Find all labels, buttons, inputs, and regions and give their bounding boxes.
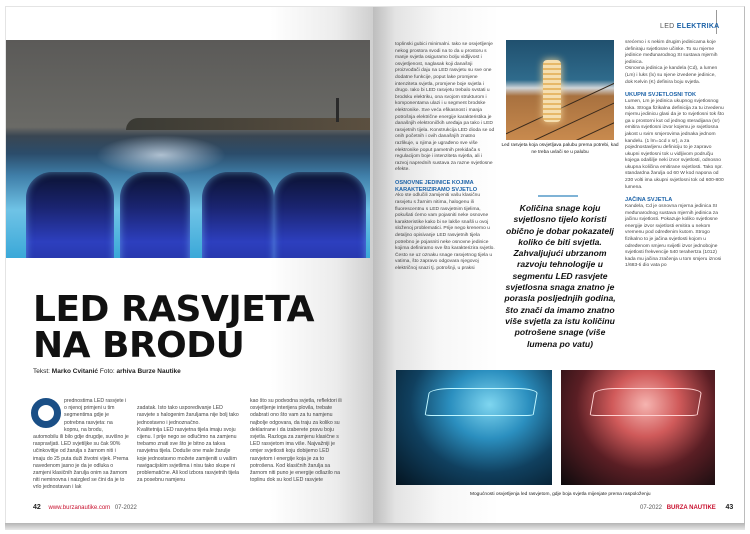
byline-photo-label: Foto: (99, 368, 115, 375)
right-column-3-body3: Kandela, Cd je osnovna mjerna jedinica SI međunarodnog sustava mjernih jedinica za jačinu svjetlosti. Pokazuje koliko svjetlosne energije izvor svjetlosti emitira u nekom vremenu pod određenim kutom. Strogo fizikalno to je jačina svjetlosti kojom u određenom smjeru svijetli izvor jednobojne svjetlosti frekvencije 540 terahertza (1012) kada mu jačina zračenja u tom smjeru iznosi 1/683-ti dio vata po (625, 204, 722, 269)
left-column-1 (33, 398, 129, 492)
photo-caption-deck: Led rasvjeta koja osvjetljava palubu prema potrebi, kad ne treba uvlači se u palubu (501, 143, 619, 155)
subhead-ukupni-svjetlosni-tok: UKUPNI SVJETLOSNI TOK (625, 92, 697, 99)
page-number-left: 42 (33, 504, 41, 511)
subhead-osnovne-jedinice: OSNOVNE JEDINICE KOJIMA KARAKTERIZIRAMO SVJETLO (395, 179, 478, 193)
byline-photo-credit: arhiva Burze Nautike (116, 368, 181, 375)
byline-author: Marko Cvitanić (51, 368, 99, 375)
photo-cockpit-red-lighting (561, 370, 715, 485)
photo-engine (202, 172, 274, 258)
pull-quote: Količina snage koju svjetlosno tijelo koristi obično je dobar pokazatelj koliko će biti svjetla. Zahvaljujući ubrzanom razvoju tehnologije u segmentu LED rasvjete svjetlosna snaga znatno je porasla posljednjih godina, što znači da imamo znatno više svjetla za istu količinu potrošene snage (više lumena po vatu) (504, 203, 616, 349)
left-column-3 (250, 398, 348, 484)
photo-led-column (543, 60, 561, 122)
footer-magazine-name: BURZA NAUTIKE (666, 505, 716, 511)
photo-engine (274, 172, 366, 258)
page-shadow (5, 523, 745, 530)
byline-text-label: Tekst: (33, 368, 50, 375)
right-footer (640, 504, 733, 511)
left-column-2-text: zadatak. Isto tako usporedivanje LED rasvjete s halogenim žaruljama nije bolj tako jednostavno i jednoznačno. Kvalitetnija LED rasvjetna tijela imaju svoju cijenu. I prije nego se odlučimo na zamjenu trebamo znati sve što je bitno za takva rasvjetna tijela. Dodušе one male žarulje koje jednostavno možete zamijeniti u vašim navigacijskim svjetlima i nisu tako skupe ni problematične. Ali kod izbora rasvjetnih tijela za posebnu namjenu (137, 405, 240, 484)
pull-quote-rule (538, 195, 578, 197)
article-title-line2: NA BRODU (33, 325, 245, 366)
section-tag-name: ELEKTRIKA (676, 23, 720, 30)
footer-date-right: 07-2022 (640, 505, 663, 511)
dropcap-o (31, 398, 61, 428)
left-column-2 (137, 398, 241, 484)
right-column-3-intro: srećemo i s nekim drugim jedinicama koje definiraju svjetlosne učinke. To su mjerne jedinice međunarodnog SI sustava mjernih jedinica. Osnovna jedinica je kandela (Cd), a lumen (Lm) i luks (lx) su njene izvedene jedinice, dok Kelvin (K) definira boju svjetla. (625, 40, 718, 85)
photo-shoreline (126, 118, 370, 130)
photo-engine (120, 172, 190, 258)
right-column-1 (395, 42, 495, 273)
photo-deck-led-light (506, 40, 614, 140)
footer-date-left: 07-2022 (114, 505, 137, 511)
subhead-jacina-svjetla: JAČINA SVJETLA (625, 197, 673, 204)
article-title (33, 289, 314, 366)
photo-water-glare (96, 135, 226, 175)
left-column-3-text: kao što su podvodna svjetla, reflektori ili osvjetljenje interijera plovila, trebate odabrati ono što vam za tu namjenu najbolje odgovara, da traju za koliko su deklarirane i da izaberete pravu boju svjetla. Razloga za zamjenu klasične s LED rasvjetom ima više. Najvažniji je omjer svjetlosti koju dobijemo LED rasvjetom i energije koja je za to potrošena. Kod klasičnih žarulja sa žarnom niti puno je energije odlazilo na toplinu dok su kod LED rasvjete (250, 398, 342, 484)
photo-led-strip (425, 388, 539, 416)
hero-photo-outboard-engines (6, 40, 370, 258)
photo-engine (26, 172, 114, 258)
photo-led-strip (589, 388, 702, 416)
article-title-line1: LED RASVJETA (33, 289, 314, 330)
byline (33, 368, 181, 375)
left-column-1-text: prednostima LED rasvjete i o njenoj primjeni u tim segmentima gdje je potrebna rasvjeta: na kopnu, na brodu, automobilu ili bilo gdje drugdje, suvišno je raspravljati. LED svjetiljke su čak 90% učinkovitije od žarulja s žarnom niti i imaju do 25 puta duži životni vijek. Prema navedenom jasno je da je odluka o zamjeni klasičnih žarulja onim sa žarnom niti neminovna i naizgled se čini da je to vrlo jednostavan i lak (33, 398, 129, 491)
right-column-1-intro: toplinski gubici minimalni. Iako se osvjetljenje nekog prostora svodi na to da u prostoru s manje svjetla osiguramo bolju vidljivost i osvjetljenost, naglasak koji današnji proizvođači daju na LED rasvjetu su sve one dodatne funkcije, poput lake promjene intenziteta svjetla, promjene boje svjetla i drugo. Iako bi LED rasvjetu trebalo svstati u brodsku elektriku, ona svojom strukturom i komponentama ulazi i u segment brodske elektronike. Sve veća efikasnost i manja potrošnja električne energije karakteristika je današnjih elektroničkih uređaja pa tako i LED rasvjetnih tijela. Konstrukcija LED dioda se od onih početnih i ovih današnjih znatno razlikuje, u njima je ugrađeno sve više elektronike poput pametnih prekidača s regulacijom boje i intenziteta svjetla, ali i razvoj naprednih sustava za razne svjetlosne efekte. (395, 42, 495, 173)
right-column-3 (625, 40, 725, 270)
left-footer (33, 504, 137, 511)
footer-url[interactable]: www.burzanautike.com (48, 505, 111, 511)
photo-antenna-mast (336, 98, 339, 122)
section-tag (660, 23, 720, 30)
right-column-3-body2: Lumen, Lm je jedinica ukupnog svjetlosnog toka. Stroga fizikalna definicija za tu izvedenu mjernu jedinicu glasi da je to svjetlosni tok što ga u prostorni kut od jednog steradijana (sr) emitira svjetlosni izvor kojemu je svjetlosna jakost u svim smjerovima jednaka jednom kandelu. (1 lm=1cd x sr), a za pojednostavljenu definiciju to je zapravo ukupni svjetlosni tok u vidljivom području kojega odašilje neki izvor svjetlosti, odnosno ukupna količina emitirane svjetlosti. Tako npr. standardna žarulja od 60 W kod napona od 230 volti ima ukupni svjetlosni tok od 600-800 lumena. (625, 98, 724, 190)
photo-cockpit-blue-lighting (396, 370, 552, 485)
photo-caption-cockpit: Mogućnosti osvjetljenja led rasvjetom, gdje boja svjetla mijenjate prema raspoloženju (470, 492, 651, 497)
page-number-right: 43 (725, 504, 734, 511)
right-column-1-body: Ako ste odlučili zamijeniti vašu klasičnu rasvjetu s žarnim nitima, halogenu ili fluorescentnu s LED rasvjetnim tijelima, pokušati ćemo vam pojasniti neke osnovne karakteristike kako bi se lakše snašli u ovoj složenoj problematici. Prije nego krenemo u detaljno opisivanje LED rasvjetnih tijela potrebno je pojasniti neke osnovne jedinice kojima definiramo sve što karakterizira svjetlo. Često se uz oznaku snage rasvjetnog tijela u vatima, što zapravo odgovara njegovoj električnoj snazi tj. potrošnji, u praksi (395, 193, 495, 271)
section-tag-prefix: LED (660, 23, 675, 30)
section-divider (716, 10, 717, 34)
